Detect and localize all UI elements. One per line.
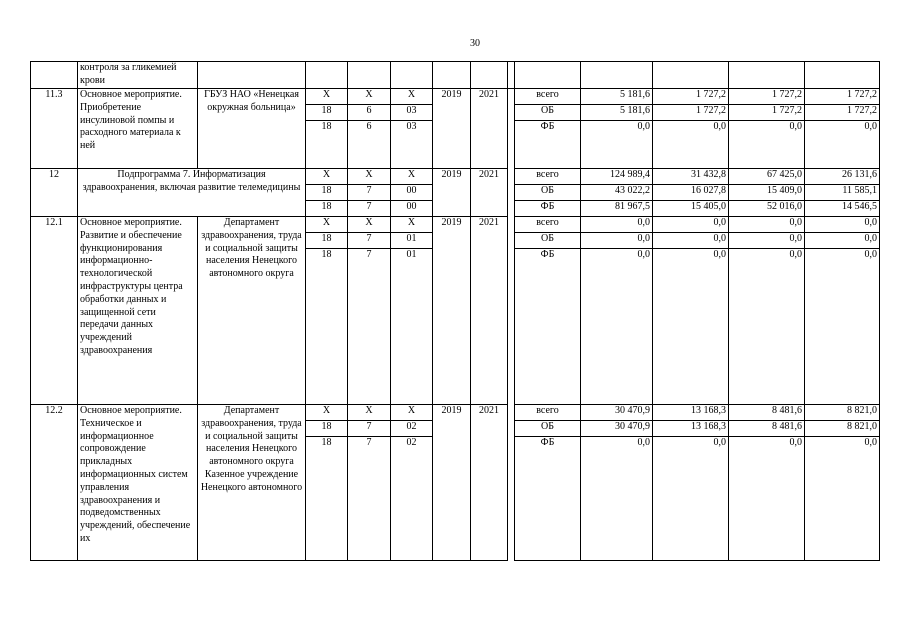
start-year: 2019 (433, 89, 471, 169)
table-row: 18 7 01 ОБ 0,0 0,0 0,0 0,0 (31, 233, 880, 249)
page-number: 30 (470, 38, 480, 49)
table-row: 18 7 00 ФБ 81 967,5 15 405,0 52 016,0 14 546,5 (31, 201, 880, 217)
funding-source: ФБ (515, 201, 581, 217)
funding-source: ФБ (515, 121, 581, 169)
funding-source: ОБ (515, 105, 581, 121)
row-number: 12.2 (31, 405, 78, 561)
table-row: 12.1 Основное мероприятие. Развитие и обеспечение функционирования информационно-технологической инфраструктуры центра обработки данных и защищенной сети передачи данных учреждений здравоохранения Департамент здравоохранения, труда и социальной защиты населения Ненецкого автономного округа Х Х Х 2019 2021 всего 0,0 0,0 0,0 0,0 (31, 217, 880, 233)
funding-source: всего (515, 217, 581, 233)
executor: Департамент здравоохранения, труда и социальной защиты населения Ненецкого автономного округа Казенное учреждение Ненецкого автономного (198, 405, 306, 561)
program-table (30, 61, 880, 561)
activity-name: Основное мероприятие. Приобретение инсулиновой помпы и расходного материала к ней (78, 89, 198, 169)
end-year: 2021 (471, 89, 508, 169)
row-number: 11.3 (31, 89, 78, 169)
name-cell: контроля за гликемией крови (78, 62, 198, 89)
end-year: 2021 (471, 405, 508, 561)
start-year: 2019 (433, 405, 471, 561)
funding-source: ФБ (515, 249, 581, 405)
table-row: 18 7 01 ФБ 0,0 0,0 0,0 0,0 (31, 249, 880, 405)
executor: ГБУЗ НАО «Ненецкая окружная больница» (198, 89, 306, 169)
end-year: 2021 (471, 169, 508, 217)
executor: Департамент здравоохранения, труда и социальной защиты населения Ненецкого автономного округа (198, 217, 306, 405)
table-row: 18 7 02 ОБ 30 470,9 13 168,3 8 481,6 8 821,0 (31, 421, 880, 437)
table-row: 18 7 02 ФБ 0,0 0,0 0,0 0,0 (31, 437, 880, 561)
table-row: 11.3 Основное мероприятие. Приобретение инсулиновой помпы и расходного материала к ней ГБУЗ НАО «Ненецкая окружная больница» Х Х Х 2019 2021 всего 5 181,6 1 727,2 1 727,2 1 727,2 (31, 89, 880, 105)
funding-source: ФБ (515, 437, 581, 561)
funding-source: всего (515, 405, 581, 421)
table-row: 18 6 03 ОБ 5 181,6 1 727,2 1 727,2 1 727,2 (31, 105, 880, 121)
funding-source: ОБ (515, 421, 581, 437)
start-year: 2019 (433, 169, 471, 217)
table-row (31, 62, 880, 89)
end-year: 2021 (471, 217, 508, 405)
num-cell (31, 62, 78, 89)
row-number: 12 (31, 169, 78, 217)
activity-name: Основное мероприятие. Развитие и обеспечение функционирования информационно-технологической инфраструктуры центра обработки данных и защищенной сети передачи данных учреждений здравоохранения (78, 217, 198, 405)
funding-source: ОБ (515, 185, 581, 201)
funding-source: всего (515, 169, 581, 185)
subprogram-name: Подпрограмма 7. Информатизация здравоохранения, включая развитие телемедицины (78, 169, 306, 217)
table-row: 12.2 Основное мероприятие. Техническое и информационное сопровождение прикладных информационных систем управления здравоохранения и подведомственных учреждений, обеспечение их Департамент здравоохранения, труда и социальной защиты населения Ненецкого автономного округа Казенное учреждение Ненецкого автономного Х Х Х 2019 2021 всего 30 470,9 13 168,3 8 481,6 8 821,0 (31, 405, 880, 421)
table-row: 12 Подпрограмма 7. Информатизация здравоохранения, включая развитие телемедицины Х Х Х 2019 2021 всего 124 989,4 31 432,8 67 425,0 26 131,6 (31, 169, 880, 185)
start-year: 2019 (433, 217, 471, 405)
row-number: 12.1 (31, 217, 78, 405)
activity-name: Основное мероприятие. Техническое и информационное сопровождение прикладных информационных систем управления здравоохранения и подведомственных учреждений, обеспечение их (78, 405, 198, 561)
funding-source: ОБ (515, 233, 581, 249)
table-row: 18 6 03 ФБ 0,0 0,0 0,0 0,0 (31, 121, 880, 169)
funding-source: всего (515, 89, 581, 105)
table-row: 18 7 00 ОБ 43 022,2 16 027,8 15 409,0 11 585,1 (31, 185, 880, 201)
